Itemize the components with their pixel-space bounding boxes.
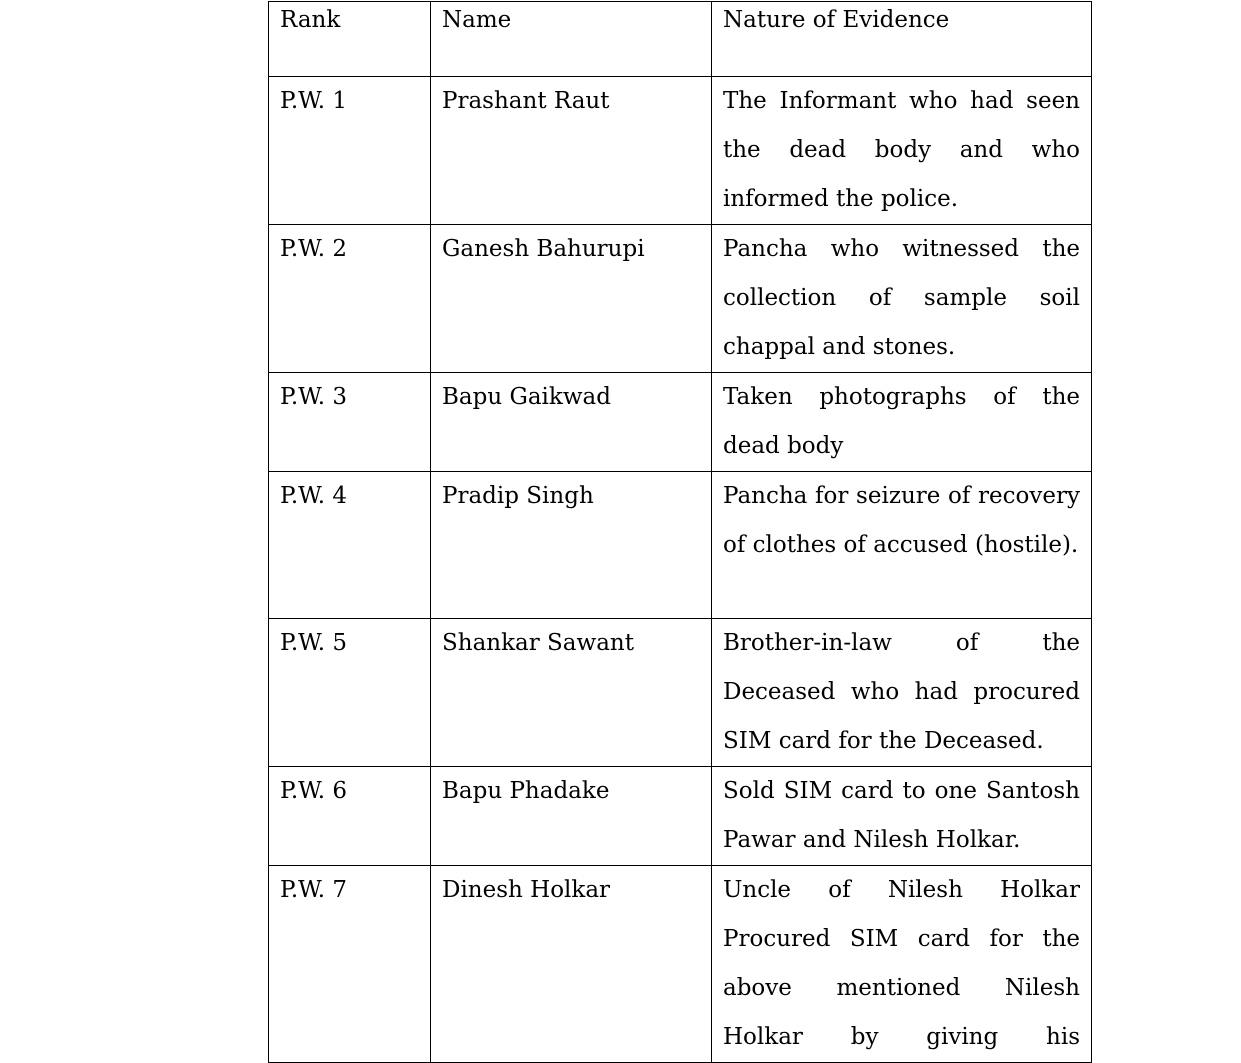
cell-rank: P.W. 4 [269,472,431,619]
cell-evidence: Uncle of Nilesh Holkar Procured SIM card for the above mentioned Nilesh Holkar by giving his [712,866,1092,1063]
cell-evidence: Pancha who witnessed the collection of sample soil chappal and stones. [712,225,1092,373]
cell-evidence: Taken photographs of the dead body [712,373,1092,472]
cell-name: Bapu Gaikwad [431,373,712,472]
cell-name: Shankar Sawant [431,619,712,767]
cell-rank: P.W. 7 [269,866,431,1063]
cell-name: Dinesh Holkar [431,866,712,1063]
cell-rank: P.W. 5 [269,619,431,767]
table-row [269,77,1092,225]
header-rank: Rank [269,2,431,77]
table-row [269,619,1092,767]
cell-evidence: Pancha for seizure of recovery of clothes of accused (hostile). [712,472,1092,619]
cell-rank: P.W. 6 [269,767,431,866]
header-evidence: Nature of Evidence [712,2,1092,77]
witness-evidence-table [268,1,1092,1063]
cell-evidence: Sold SIM card to one Santosh Pawar and Nilesh Holkar. [712,767,1092,866]
cell-name: Prashant Raut [431,77,712,225]
header-name: Name [431,2,712,77]
table-row [269,472,1092,619]
table-row [269,373,1092,472]
cell-name: Bapu Phadake [431,767,712,866]
cell-rank: P.W. 1 [269,77,431,225]
cell-name: Ganesh Bahurupi [431,225,712,373]
cell-rank: P.W. 3 [269,373,431,472]
cell-name: Pradip Singh [431,472,712,619]
table-row [269,866,1092,1063]
cell-evidence: The Informant who had seen the dead body and who informed the police. [712,77,1092,225]
cell-evidence: Brother-in-law of the Deceased who had procured SIM card for the Deceased. [712,619,1092,767]
table-header-row [269,2,1092,77]
table-row [269,225,1092,373]
table-row [269,767,1092,866]
cell-rank: P.W. 2 [269,225,431,373]
